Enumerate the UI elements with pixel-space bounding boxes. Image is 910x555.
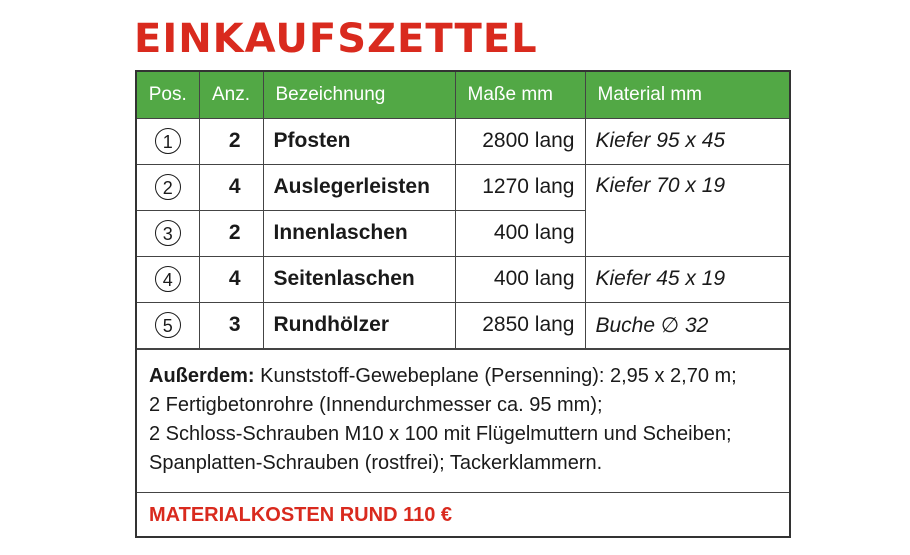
anz-cell: 4 — [199, 256, 263, 302]
bezeichnung-cell: Pfosten — [263, 118, 455, 164]
header-bezeichnung: Bezeichnung — [263, 72, 455, 118]
masse-cell: 2850 lang — [455, 302, 585, 348]
header-material: Material mm — [585, 72, 789, 118]
pos-number-circle: 3 — [155, 220, 181, 246]
material-cost: MATERIALKOSTEN RUND 110 € — [137, 492, 789, 537]
note-lead: Außerdem: — [149, 364, 255, 387]
header-pos: Pos. — [137, 72, 199, 118]
pos-cell — [137, 210, 199, 256]
anz-cell: 3 — [199, 302, 263, 348]
pos-cell — [137, 118, 199, 164]
table-row — [137, 256, 789, 302]
bezeichnung-cell: Innenlaschen — [263, 210, 455, 256]
pos-number-circle: 4 — [155, 266, 181, 292]
anz-cell: 4 — [199, 164, 263, 210]
table-header-row — [137, 72, 789, 118]
table-row — [137, 118, 789, 164]
header-masse: Maße mm — [455, 72, 585, 118]
material-cell: Kiefer 45 x 19 — [585, 256, 789, 302]
bezeichnung-cell: Seitenlaschen — [263, 256, 455, 302]
pos-cell — [137, 302, 199, 348]
note-line-3: 2 Schloss-Schrauben M10 x 100 mit Flügelmuttern und Scheiben; — [149, 422, 732, 445]
masse-cell: 400 lang — [455, 256, 585, 302]
header-anz: Anz. — [199, 72, 263, 118]
note-line-4: Spanplatten-Schrauben (rostfrei); Tackerklammern. — [149, 451, 603, 474]
material-cell: Kiefer 95 x 45 — [585, 118, 789, 164]
anz-cell: 2 — [199, 210, 263, 256]
material-cell: Kiefer 70 x 19 — [585, 164, 789, 256]
pos-number-circle: 2 — [155, 174, 181, 200]
bezeichnung-cell: Rundhölzer — [263, 302, 455, 348]
material-cell: Buche ∅ 32 — [585, 302, 789, 348]
masse-cell: 400 lang — [455, 210, 585, 256]
table-row — [137, 302, 789, 348]
table-row — [137, 164, 789, 210]
masse-cell: 1270 lang — [455, 164, 585, 210]
shopping-list-box — [135, 70, 791, 538]
masse-cell: 2800 lang — [455, 118, 585, 164]
pos-number-circle: 5 — [155, 312, 181, 338]
materials-table — [137, 72, 789, 349]
page-title: EINKAUFSZETTEL — [134, 16, 538, 62]
pos-cell — [137, 164, 199, 210]
pos-cell — [137, 256, 199, 302]
note-line-2: 2 Fertigbetonrohre (Innendurchmesser ca. 95 mm); — [149, 393, 603, 416]
note-line — [149, 362, 779, 391]
pos-number-circle: 1 — [155, 128, 181, 154]
additional-items-note — [137, 349, 789, 492]
note-line-1: Kunststoff-Gewebeplane (Persenning): 2,95 x 2,70 m; — [260, 364, 737, 387]
anz-cell: 2 — [199, 118, 263, 164]
bezeichnung-cell: Auslegerleisten — [263, 164, 455, 210]
